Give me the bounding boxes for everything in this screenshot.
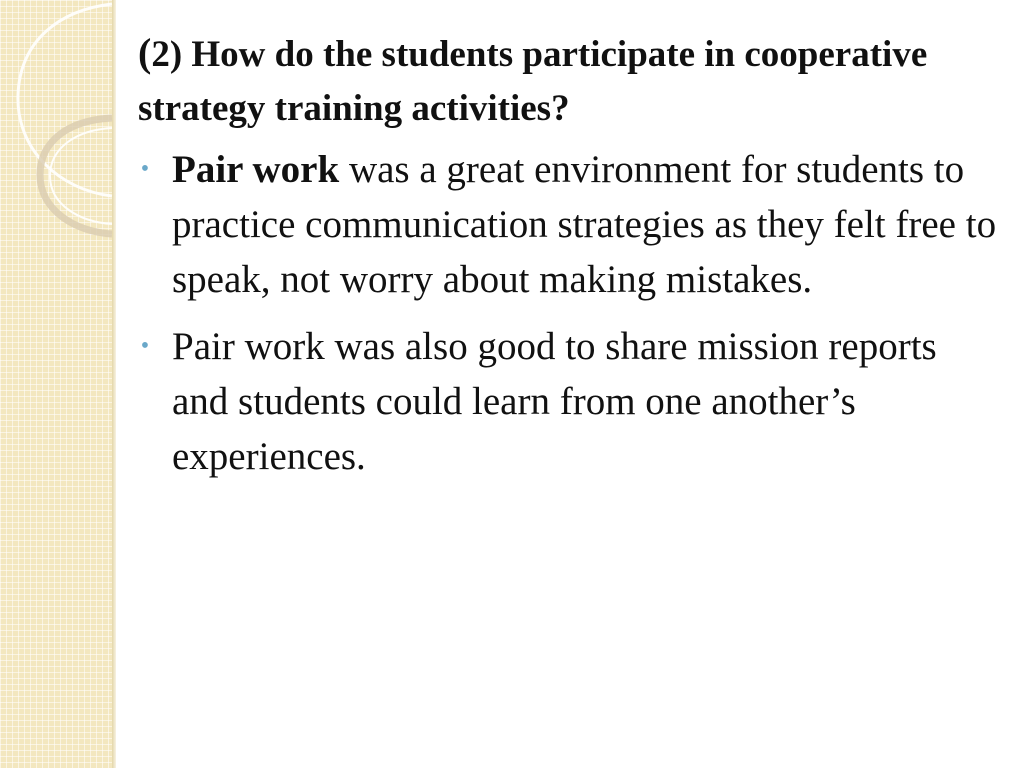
side-band-edge	[112, 0, 116, 768]
slide-title	[138, 26, 998, 136]
slide-content	[138, 26, 998, 484]
title-number: 2	[151, 34, 170, 75]
bullet-item-pair-work-environment	[138, 142, 998, 307]
bullet-dot-icon: •	[140, 333, 150, 359]
title-text: ) How do the students participate in cooperative strategy training activities?	[138, 34, 928, 129]
bullet-dot-icon: •	[140, 156, 150, 182]
bullet-text: Pair work was also good to share mission reports and students could learn from one another’s experiences.	[172, 325, 937, 478]
bullet-text: was a great environment for students to practice communication strategies as they felt free to speak, not worry about making mistakes.	[172, 148, 997, 301]
bullet-list	[138, 142, 998, 484]
bullet-bold-lead: Pair work	[172, 148, 340, 191]
bullet-item-pair-work-sharing	[138, 319, 998, 484]
decorative-side-band	[0, 0, 112, 768]
title-open-paren: (	[138, 30, 152, 75]
